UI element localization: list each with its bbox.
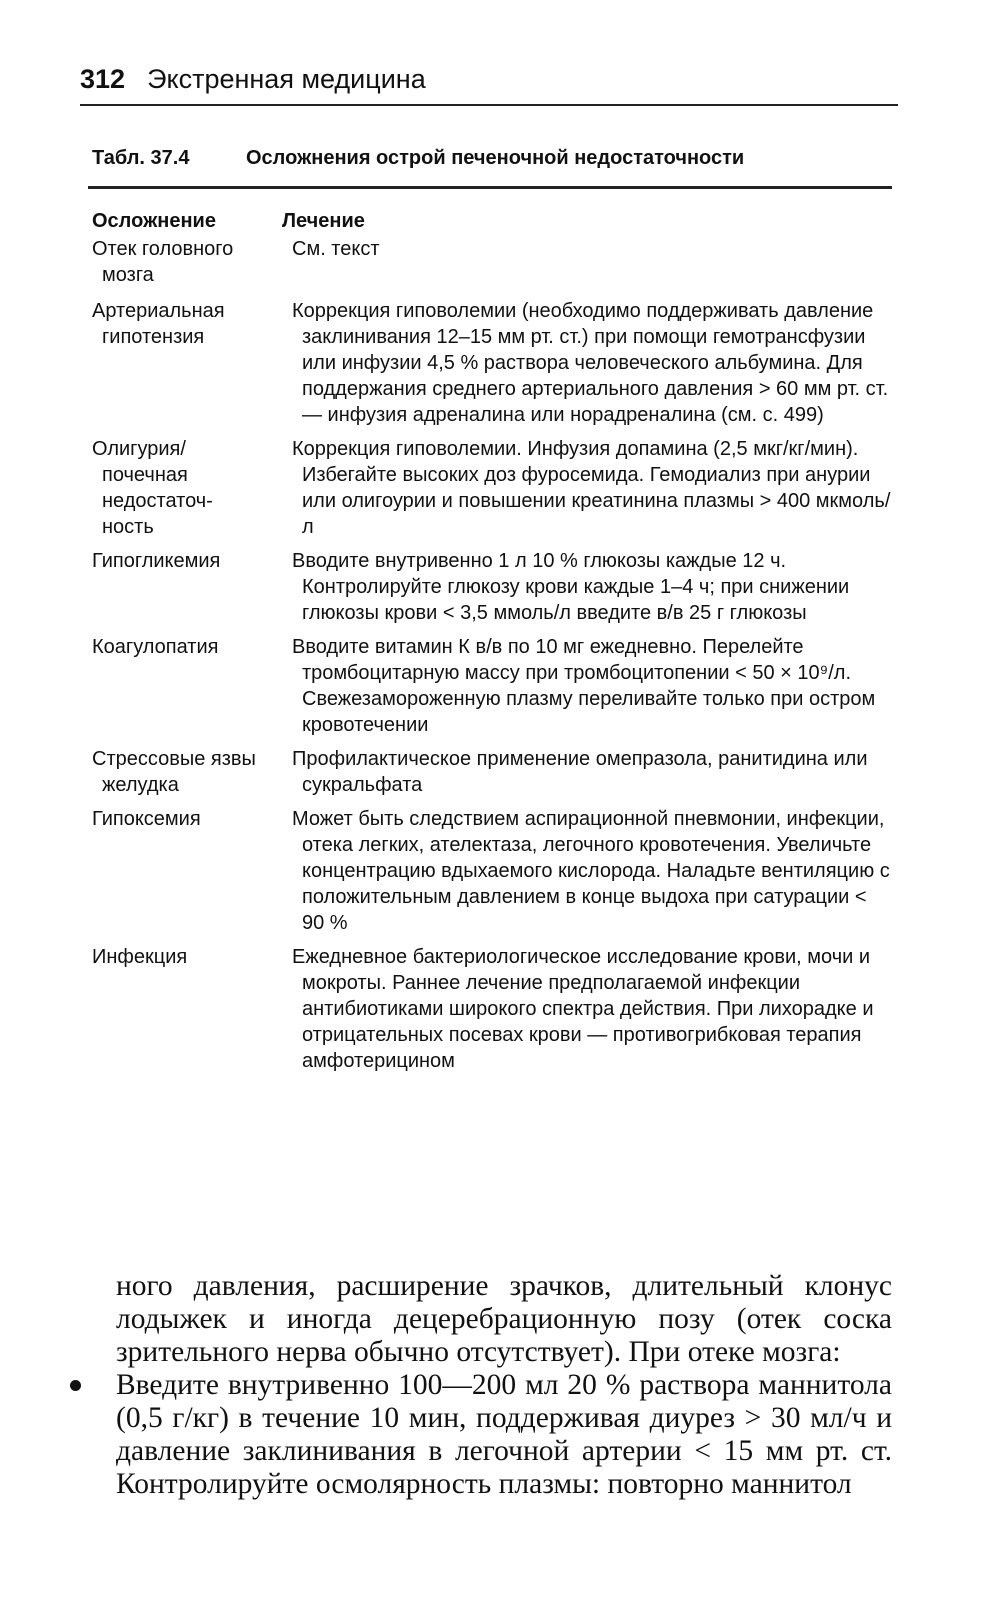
treatment-cell: Коррекция гиповолемии (необходимо поддерживать давление заклинивания 12–15 мм рт. ст.) при помощи гемотрансфузии или инфузии 4,5 % раствора человеческого альбумина. Для поддержания среднего артериального давления > 60 мм рт. ст. — инфузия адреналина или норадреналина (см. с. 499) bbox=[292, 300, 889, 426]
table-title: Осложнения острой печеночной недостаточности bbox=[246, 147, 745, 169]
treatment-cell: Вводите внутривенно 1 л 10 % глюкозы каждые 12 ч. Контролируйте глюкозу крови каждые 1–4 ч; при снижении глюкозы крови < 3,5 ммоль/л введите в/в 25 г глюкозы bbox=[292, 550, 850, 624]
complication-cell: Гипогликемия bbox=[92, 550, 221, 572]
treatment-cell: Вводите витамин К в/в по 10 мг ежедневно. Перелейте тромбоцитарную массу при тромбоцитопении < 50 × 10⁹/л. Свежезамороженную плазму переливайте только при остром кровотечении bbox=[292, 636, 876, 736]
bullet-text: Введите внутривенно 100—200 мл 20 % раствора маннитола (0,5 г/кг) в течение 10 мин, поддерживая диурез > 30 мл/ч и давление заклинивания в легочной артерии < 15 мм рт. ст. Контролируйте осмолярность плазмы: повторно маннитол bbox=[116, 1369, 892, 1500]
body-paragraph: ного давления, расширение зрачков, длительный клонус лодыжек и иногда децеребрационную позу (отек соска зрительного нерва обычно отсутствует). При отеке мозга: bbox=[116, 1270, 892, 1368]
column-header-treatment: Лечение bbox=[282, 210, 365, 232]
treatment-cell: Ежедневное бактериологическое исследование крови, мочи и мокроты. Раннее лечение предполагаемой инфекции антибиотиками широкого спектра действия. При лихорадке и отрицательных посевах крови — противогрибковая терапия амфотерицином bbox=[292, 946, 874, 1072]
body-text bbox=[116, 1270, 892, 1501]
bullet-icon bbox=[70, 1380, 81, 1391]
table-row bbox=[92, 746, 892, 798]
table-header-row bbox=[92, 208, 892, 234]
complication-cell: Отек головного мозга bbox=[92, 238, 234, 286]
complication-cell: Стрессовые язвы желудка bbox=[92, 748, 256, 796]
complication-cell: Коагулопатия bbox=[92, 636, 219, 658]
table-row bbox=[92, 548, 892, 626]
table-row bbox=[92, 236, 892, 288]
table-row bbox=[92, 806, 892, 936]
column-header-complication: Осложнение bbox=[92, 210, 216, 232]
table-row bbox=[92, 944, 892, 1074]
complication-cell: Инфекция bbox=[92, 946, 188, 968]
complications-table bbox=[92, 208, 892, 1074]
complication-cell: Артериальная гипотензия bbox=[92, 300, 225, 348]
table-caption bbox=[92, 144, 892, 172]
table-number: Табл. 37.4 bbox=[92, 147, 190, 169]
treatment-cell: Коррекция гиповолемии. Инфузия допамина (2,5 мкг/кг/мин). Избегайте высоких доз фуросемида. Гемодиализ при анурии или олигоурии и повышении креатинина плазмы > 400 мкмоль/л bbox=[292, 438, 891, 538]
treatment-cell: См. текст bbox=[292, 238, 380, 260]
running-head bbox=[80, 62, 898, 106]
complication-cell: Гипоксемия bbox=[92, 808, 201, 830]
table-top-rule bbox=[88, 186, 892, 189]
table-row bbox=[92, 436, 892, 540]
treatment-cell: Профилактическое применение омепразола, ранитидина или сукральфата bbox=[292, 748, 868, 796]
running-title: Экстренная медицина bbox=[147, 64, 426, 94]
complication-cell: Олигурия/ почечная недостаточ-ность bbox=[92, 438, 213, 538]
table-row bbox=[92, 298, 892, 428]
page-number: 312 bbox=[80, 64, 126, 94]
bullet-item bbox=[116, 1369, 892, 1501]
table-row bbox=[92, 634, 892, 738]
treatment-cell: Может быть следствием аспирационной пневмонии, инфекции, отека легких, ателектаза, легочного кровотечения. Увеличьте концентрацию вдыхаемого кислорода. Наладьте вентиляцию с положительным давлением в конце выдоха при сатурации < 90 % bbox=[292, 808, 890, 934]
